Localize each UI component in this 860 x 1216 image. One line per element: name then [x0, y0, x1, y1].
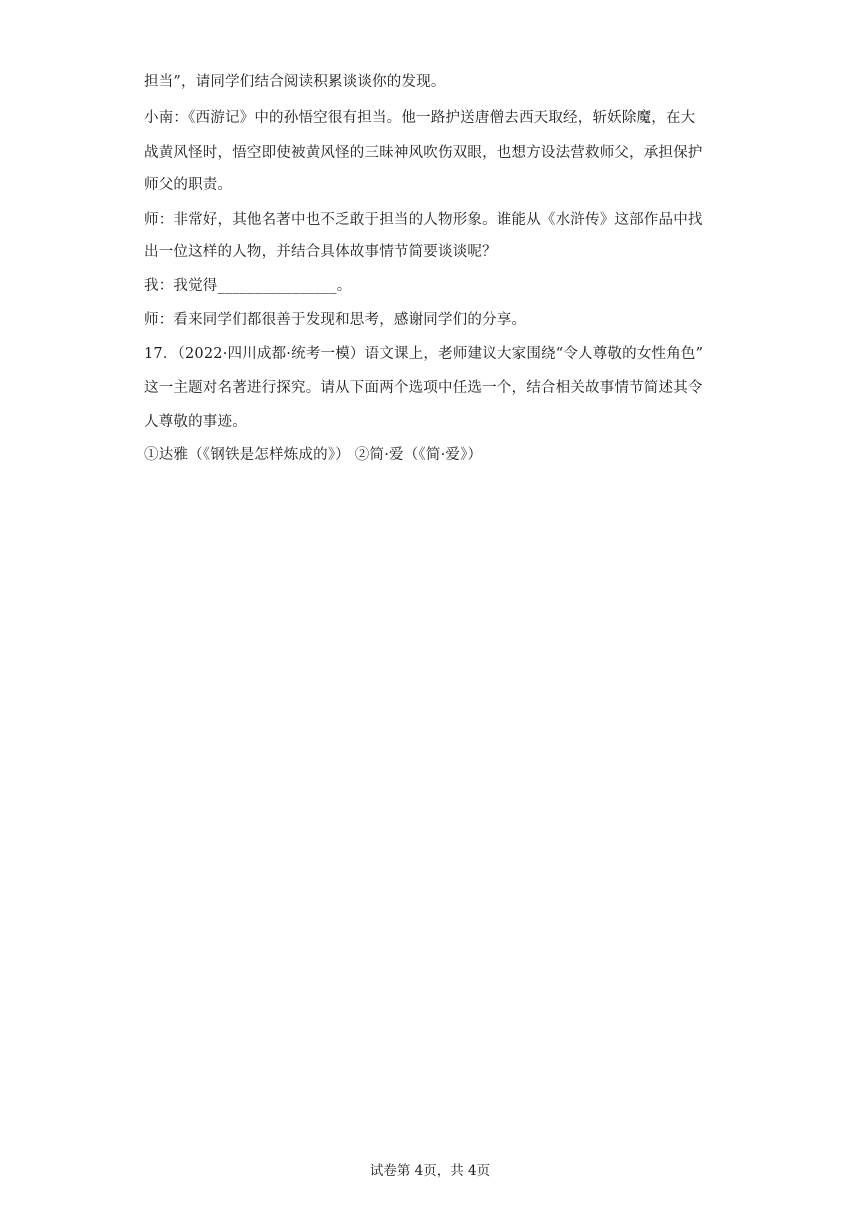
text-line: 师父的职责。: [144, 177, 233, 193]
options-line: ①达雅（《钢铁是怎样炼成的》） ②简·爱（《简·爱》）: [144, 447, 483, 463]
text-line: 小南：《西游记》中的孙悟空很有担当。他一路护送唐僧去西天取经，斩妖除魔，在大: [144, 110, 696, 126]
text-line: 出一位这样的人物，并结合具体故事情节简要谈谈呢？: [144, 244, 497, 260]
text-line: 这一主题对名著进行探究。请从下面两个选项中任选一个，结合相关故事情节简述其令: [144, 380, 703, 396]
text-line: 师：非常好，其他名著中也不乏敢于担当的人物形象。谁能从《水浒传》这部作品中找: [144, 212, 703, 228]
answer-blank-line: 我：我觉得________________。: [144, 278, 352, 294]
text-line: 人尊敬的事迹。: [144, 414, 247, 430]
text-line: 师：看来同学们都很善于发现和思考，感谢同学们的分享。: [144, 312, 527, 328]
text-line: 担当”，请同学们结合阅读积累谈谈你的发现。: [144, 74, 446, 90]
question-17-heading: 17．（2022·四川成都·统考一模）语文课上，老师建议大家围绕“令人尊敬的女性角色”: [144, 346, 704, 362]
page-footer: 试卷第 4页，共 4页: [369, 1163, 491, 1179]
text-line: 战黄风怪时，悟空即使被黄风怪的三昧神风吹伤双眼，也想方设法营救师父，承担保护: [144, 145, 703, 161]
